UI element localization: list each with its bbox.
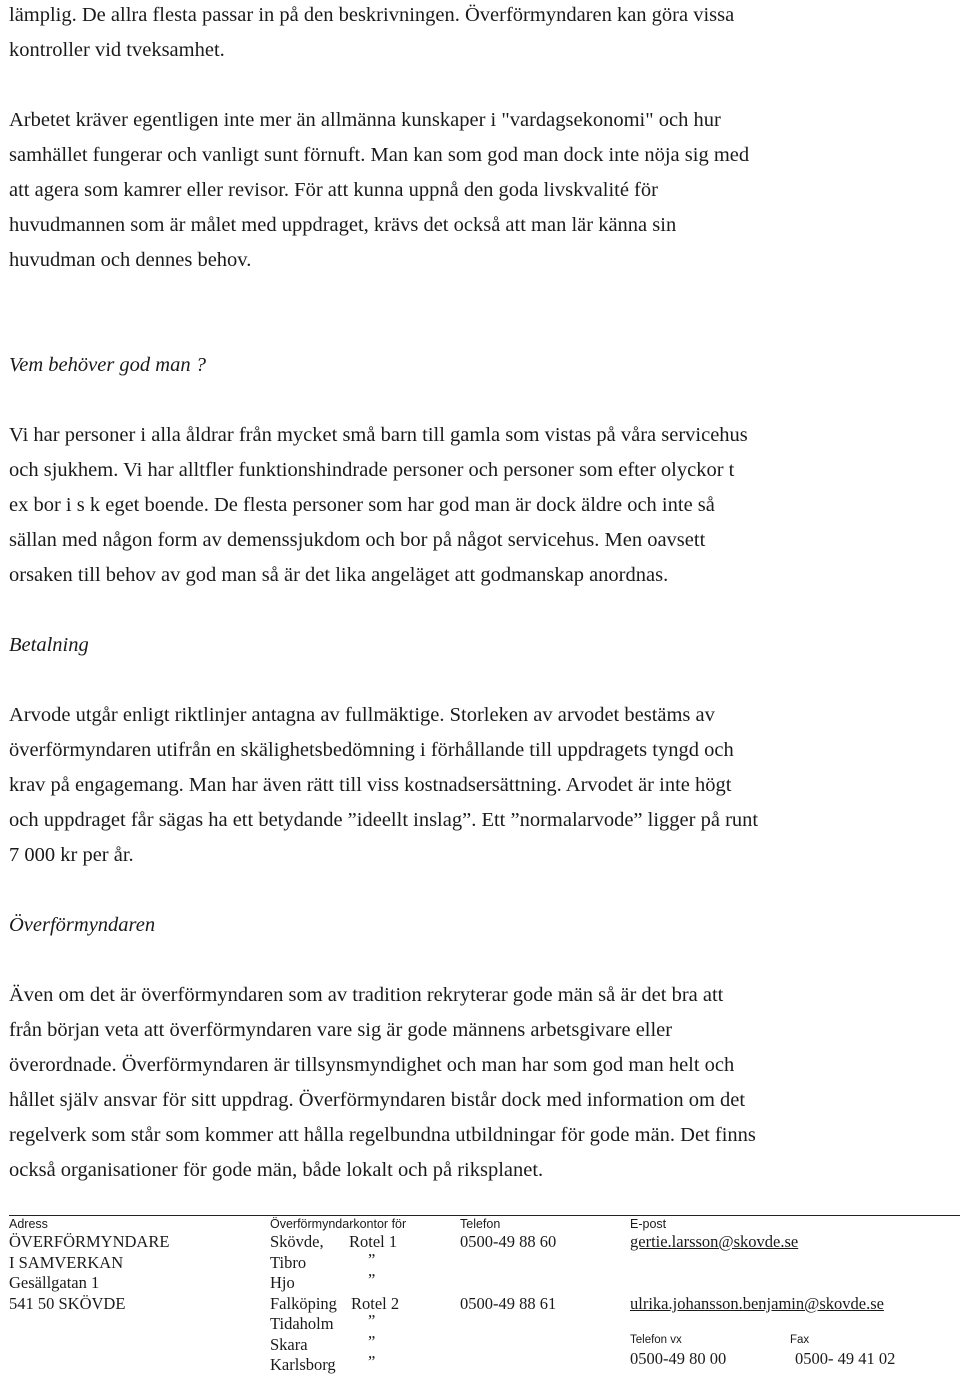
footer-address-line: ÖVERFÖRMYNDARE	[9, 1232, 170, 1251]
footer-email-link-2[interactable]: ulrika.johansson.benjamin@skovde.se	[630, 1294, 884, 1313]
section-heading-who-needs: Vem behöver god man ?	[9, 354, 206, 376]
footer-rotel-1: Rotel 1	[349, 1232, 398, 1251]
body-text-line: överförmyndaren utifrån en skälighetsbedömning i förhållande till uppdragets tyngd och	[9, 739, 734, 761]
body-text-line: att agera som kamrer eller revisor. För att kunna uppnå den goda livskvalité för	[9, 179, 658, 201]
body-text-line: sällan med någon form av demenssjukdom och bor på något servicehus. Men oavsett	[9, 529, 706, 551]
body-text-line: Arbetet kräver egentligen inte mer än allmänna kunskaper i "vardagsekonomi" och hur	[9, 109, 721, 131]
body-text-line: regelverk som står som kommer att hålla regelbundna utbildningar för gode män. Det finns	[9, 1124, 756, 1146]
body-text-line: kontroller vid tveksamhet.	[9, 39, 225, 61]
body-text-line: huvudman och dennes behov.	[9, 249, 252, 271]
footer-ditto-mark: ”	[368, 1270, 376, 1289]
body-text-line: orsaken till behov av god man så är det lika angeläget att godmanskap anordnas.	[9, 564, 669, 586]
footer-label-phone-switch: Telefon vx	[630, 1334, 682, 1346]
body-text-line: lämplig. De allra flesta passar in på den beskrivningen. Överförmyndaren kan göra vissa	[9, 4, 735, 26]
footer-municipality: Skara	[270, 1335, 308, 1354]
footer-ditto-mark: ”	[368, 1311, 376, 1330]
body-text-line: från början veta att överförmyndaren vare sig är gode männens arbetsgivare eller	[9, 1019, 673, 1041]
section-heading-payment: Betalning	[9, 634, 89, 656]
body-text-line: Även om det är överförmyndaren som av tradition rekryterar gode män så är det bra att	[9, 984, 724, 1006]
body-text-line: överordnade. Överförmyndaren är tillsynsmyndighet och man har som god man helt och	[9, 1054, 735, 1076]
body-text-line: också organisationer för gode män, både lokalt och på riksplanet.	[9, 1159, 544, 1181]
body-text-line: 7 000 kr per år.	[9, 844, 134, 866]
body-text-line: krav på engagemang. Man har även rätt till viss kostnadsersättning. Arvodet är inte högt	[9, 774, 732, 796]
footer-address-line: 541 50 SKÖVDE	[9, 1294, 126, 1313]
footer-phone-1: 0500-49 88 60	[460, 1232, 557, 1251]
footer-municipality: Hjo	[270, 1273, 295, 1292]
footer-ditto-mark: ”	[368, 1250, 376, 1269]
footer-label-office: Överförmyndarkontor för	[270, 1217, 407, 1231]
footer-ditto-mark: ”	[368, 1352, 376, 1371]
body-text-line: och sjukhem. Vi har alltfler funktionshindrade personer och personer som efter olyckor t	[9, 459, 735, 481]
footer-fax-value: 0500- 49 41 02	[795, 1349, 896, 1368]
footer-ditto-mark: ”	[368, 1332, 376, 1351]
footer-municipality: Tibro	[270, 1253, 307, 1272]
footer-municipality: Karlsborg	[270, 1355, 336, 1374]
footer-address-line: Gesällgatan 1	[9, 1273, 100, 1292]
footer-municipality: Falköping	[270, 1294, 337, 1313]
body-text-line: ex bor i s k eget boende. De flesta personer som har god man är dock äldre och inte så	[9, 494, 715, 516]
footer-address-line: I SAMVERKAN	[9, 1253, 124, 1272]
body-text-line: Vi har personer i alla åldrar från mycket små barn till gamla som vistas på våra servicehus	[9, 424, 748, 446]
footer-phone-2: 0500-49 88 61	[460, 1294, 557, 1313]
footer-municipality: Skövde,	[270, 1232, 324, 1251]
footer-label-phone: Telefon	[460, 1217, 501, 1231]
body-text-line: samhället fungerar och vanligt sunt förnuft. Man kan som god man dock inte nöja sig med	[9, 144, 750, 166]
footer-rotel-2: Rotel 2	[351, 1294, 400, 1313]
footer-label-fax: Fax	[790, 1334, 810, 1346]
body-text-line: hållet själv ansvar för sitt uppdrag. Överförmyndaren bistår dock med information om det	[9, 1089, 746, 1111]
footer-label-address: Adress	[9, 1217, 48, 1231]
section-heading-guardian-office: Överförmyndaren	[9, 914, 156, 936]
footer-email-link-1[interactable]: gertie.larsson@skovde.se	[630, 1232, 799, 1251]
body-text-line: och uppdraget får sägas ha ett betydande ”ideellt inslag”. Ett ”normalarvode” ligger på runt	[9, 809, 759, 831]
footer-phone-switch-value: 0500-49 80 00	[630, 1349, 727, 1368]
footer-divider	[9, 1215, 960, 1216]
body-text-line: Arvode utgår enligt riktlinjer antagna av fullmäktige. Storleken av arvodet bestäms av	[9, 704, 715, 726]
footer-label-email: E-post	[630, 1217, 667, 1231]
footer-municipality: Tidaholm	[270, 1314, 334, 1333]
body-text-line: huvudmannen som är målet med uppdraget, krävs det också att man lär känna sin	[9, 214, 677, 236]
